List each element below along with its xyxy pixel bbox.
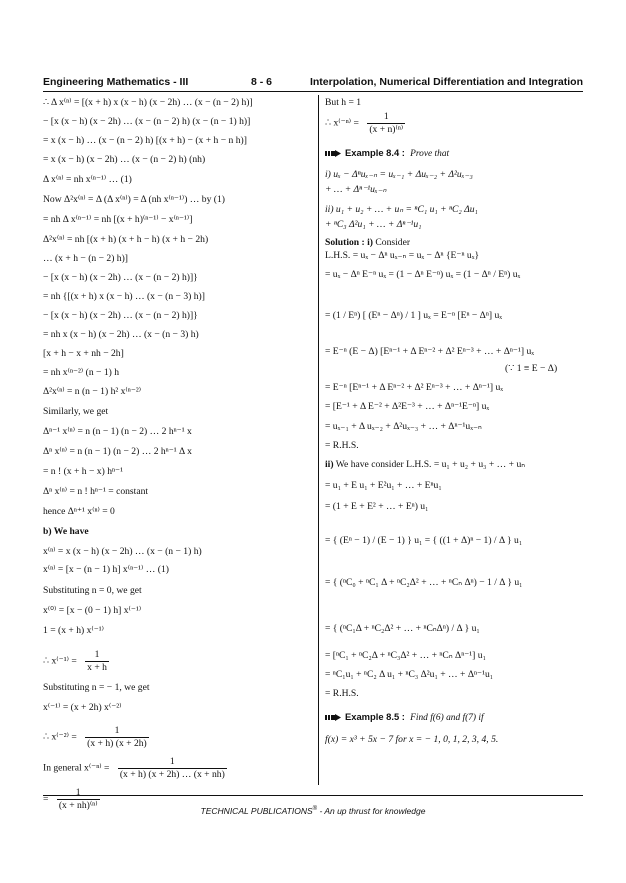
fraction: $\frac{1}{(x + h) (x + 2h)}$ — [87, 725, 147, 749]
example-heading: Example 8.5 : Find f(6) and f(7) if — [325, 711, 484, 724]
fraction: $\frac{1}{\text{(x + nh)⁽ⁿ⁾}}$ — [58, 787, 98, 811]
page-number: 8 - 6 — [251, 76, 273, 88]
derivation-line: = [ⁿC₁ + ⁿC₂Δ + ⁿC₃Δ² + … + ⁿCₙ Δⁿ⁻¹] u₁ — [325, 650, 486, 661]
solution-heading: Solution : i) Consider — [325, 237, 411, 248]
statement-line: ii) u₁ + u₂ + … + uₙ = ⁿC₁ u₁ + ⁿC₂ Δu₁ — [325, 204, 478, 215]
fraction: $\frac{1}{\text{(x + n)⁽ⁿ⁾}}$ — [369, 111, 404, 135]
registered-mark: ® — [312, 806, 318, 813]
derivation-line: Δ x⁽ⁿ⁾ = nh x⁽ⁿ⁻¹⁾ … (1) — [43, 174, 132, 185]
publisher-tagline: - An up thrust for knowledge — [317, 806, 426, 816]
derivation-line: = R.H.S. — [325, 688, 359, 699]
derivation-line: = { (ⁿC₁Δ + ⁿC₂Δ² + … + ⁿCₙΔⁿ) / Δ } u₁ — [325, 623, 480, 634]
arrow-icon — [325, 714, 341, 721]
statement-line: f(x) = x³ + 5x − 7 for x = − 1, 0, 1, 2, 3, 4, 5. — [325, 734, 499, 745]
derivation-line: = uₓ₋₁ + Δ uₓ₋₂ + Δ²uₓ₋₃ + … + Δⁿ⁻¹uₓ₋ₙ — [325, 421, 482, 432]
header-rule — [43, 91, 583, 92]
derivation-line: = ⁿC₁u₁ + ⁿC₂ Δ u₁ + ⁿC₃ Δ²u₁ + … + Δⁿ⁻¹u₁ — [325, 669, 494, 680]
derivation-line: = nh x (x − h) (x − 2h) … (x − (n − 3) h) — [43, 329, 199, 340]
chapter-title: Interpolation, Numerical Differentiation and Integration — [309, 76, 583, 88]
derivation-line: Δⁿ x⁽ⁿ⁾ = n (n − 1) (n − 2) … 2 hⁿ⁻¹ Δ x — [43, 446, 192, 457]
derivation-line: = E⁻ⁿ (E − Δ) [Eⁿ⁻¹ + Δ Eⁿ⁻² + Δ² Eⁿ⁻³ + … + Δⁿ⁻¹] uₓ — [325, 346, 535, 357]
derivation-line: ∴ x⁽⁻¹⁾ = $\frac{1}{x + h}$ — [43, 649, 107, 673]
part-b-heading: b) We have — [43, 526, 89, 537]
footer-rule — [43, 795, 583, 796]
derivation-line: = [E⁻¹ + Δ E⁻² + Δ²E⁻³ + … + Δⁿ⁻¹E⁻ⁿ] uₓ — [325, 401, 490, 412]
derivation-line: [x + h − x + nh − 2h] — [43, 348, 124, 359]
statement-line: + … + Δⁿ⁻¹uₓ₋ₙ — [325, 184, 387, 195]
derivation-line: − [x (x − h) (x − 2h) … (x − (n − 2) h) (x − (n − 1) h)] — [43, 116, 251, 127]
derivation-line: Substituting n = 0, we get — [43, 585, 142, 596]
derivation-line: x⁽⁰⁾ = [x − (0 − 1) h] x⁽⁻¹⁾ — [43, 605, 142, 616]
derivation-line: = u₁ + E u₁ + E²u₁ + … + Eⁿu₁ — [325, 480, 442, 491]
derivation-line: x⁽ⁿ⁾ = [x − (n − 1) h] x⁽ⁿ⁻¹⁾ … (1) — [43, 564, 169, 575]
derivation-line: = nh x⁽ⁿ⁻²⁾ (n − 1) h — [43, 367, 120, 378]
derivation-line: = { (ⁿC₀ + ⁿC₁ Δ + ⁿC₂Δ² + … + ⁿCₙ Δⁿ) − 1 / Δ } u₁ — [325, 577, 523, 588]
derivation-line: = { (Eⁿ − 1) / (E − 1) } u₁ = { ((1 + Δ)ⁿ − 1) / Δ } u₁ — [325, 535, 523, 546]
derivation-line: = E⁻ⁿ [Eⁿ⁻¹ + Δ Eⁿ⁻² + Δ² Eⁿ⁻³ + … + Δⁿ⁻¹] uₓ — [325, 382, 504, 393]
derivation-note: (∵ 1 ≡ E − Δ) — [505, 363, 558, 374]
derivation-line: = (1 / Eⁿ) [ (Eⁿ − Δⁿ) / 1 ] uₓ = E⁻ⁿ [Eⁿ − Δⁿ] uₓ — [325, 310, 503, 321]
derivation-line: = n ! (x + h − x) hⁿ⁻¹ — [43, 466, 123, 477]
derivation-line: Substituting n = − 1, we get — [43, 682, 150, 693]
page-footer — [0, 806, 626, 816]
derivation-line: x⁽⁻¹⁾ = (x + 2h) x⁽⁻²⁾ — [43, 702, 122, 713]
derivation-line: L.H.S. = uₓ − Δⁿ uₓ₋ₙ = uₓ − Δⁿ {E⁻ⁿ uₓ} — [325, 250, 480, 261]
derivation-line: Δ²x⁽ⁿ⁾ = n (n − 1) h² x⁽ⁿ⁻²⁾ — [43, 386, 142, 397]
derivation-line: = (1 + E + E² + … + Eⁿ) u₁ — [325, 501, 429, 512]
derivation-line: = x (x − h) (x − 2h) … (x − (n − 2) h) (nh) — [43, 154, 206, 165]
derivation-line: But h = 1 — [325, 97, 362, 108]
derivation-line: = R.H.S. — [325, 440, 359, 451]
derivation-line: = nh Δ x⁽ⁿ⁻¹⁾ = nh [(x + h)⁽ⁿ⁻¹⁾ − x⁽ⁿ⁻¹⁾] — [43, 214, 193, 225]
derivation-line: ∴ x⁽⁻ⁿ⁾ = $\frac{1}{\text{(x + n)⁽ⁿ⁾}}$ — [325, 111, 404, 135]
derivation-line: hence Δⁿ⁺¹ x⁽ⁿ⁾ = 0 — [43, 506, 115, 517]
derivation-line: = $\frac{1}{\text{(x + nh)⁽ⁿ⁾}}$ — [43, 787, 98, 811]
column-divider — [318, 95, 319, 785]
derivation-line: Similarly, we get — [43, 406, 109, 417]
derivation-line: Now Δ²x⁽ⁿ⁾ = Δ (Δ x⁽ⁿ⁾) = Δ (nh x⁽ⁿ⁻¹⁾) … by (1) — [43, 194, 225, 205]
example-heading: Example 8.4 : Prove that — [325, 147, 449, 160]
statement-line: i) uₓ − Δⁿuₓ₋ₙ = uₓ₋₁ + Δuₓ₋₂ + Δ²uₓ₋₃ — [325, 169, 473, 180]
derivation-line: In general x⁽⁻ⁿ⁾ = $\frac{1}{(x + h) (x + 2h) \dots (x + nh)}$ — [43, 756, 225, 780]
derivation-line: … (x + h − (n − 2) h)] — [43, 253, 128, 264]
publisher-name: TECHNICAL PUBLICATIONS — [200, 806, 313, 816]
page-header — [43, 76, 583, 90]
statement-line: + ⁿC₃ Δ²u₁ + … + Δⁿ⁻¹u₁ — [325, 219, 422, 230]
fraction: $\frac{1}{(x + h) (x + 2h) \dots (x + nh)}$ — [119, 756, 225, 780]
book-title: Engineering Mathematics - III — [43, 76, 189, 88]
derivation-line: Δⁿ x⁽ⁿ⁾ = n ! hⁿ⁻¹ = constant — [43, 486, 149, 497]
derivation-line: = uₓ − Δⁿ E⁻ⁿ uₓ = (1 − Δⁿ E⁻ⁿ) uₓ = (1 − Δⁿ / Eⁿ) uₓ — [325, 269, 521, 280]
derivation-line: ∴ Δ x⁽ⁿ⁾ = [(x + h) x (x − h) (x − 2h) … (x − (n − 2) h)] — [43, 97, 253, 108]
derivation-line: 1 = (x + h) x⁽⁻¹⁾ — [43, 625, 105, 636]
arrow-icon — [325, 150, 341, 157]
derivation-line: ∴ x⁽⁻²⁾ = $\frac{1}{(x + h) (x + 2h)}$ — [43, 725, 147, 749]
derivation-line: = x (x − h) … (x − (n − 2) h) [(x + h) − (x + h − n h)] — [43, 135, 247, 146]
derivation-line: − [x (x − h) (x − 2h) … (x − (n − 2) h)]} — [43, 272, 198, 283]
derivation-line: = nh {[(x + h) x (x − h) … (x − (n − 3) h)] — [43, 291, 205, 302]
derivation-line: Δ²x⁽ⁿ⁾ = nh [(x + h) (x + h − h) (x + h − 2h) — [43, 234, 209, 245]
fraction: $\frac{1}{x + h}$ — [87, 649, 107, 673]
derivation-line: x⁽ⁿ⁾ = x (x − h) (x − 2h) … (x − (n − 1) h) — [43, 546, 202, 557]
derivation-line: − [x (x − h) (x − 2h) … (x − (n − 2) h)]} — [43, 310, 198, 321]
derivation-line: Δⁿ⁻¹ x⁽ⁿ⁾ = n (n − 1) (n − 2) … 2 hⁿ⁻¹ x — [43, 426, 192, 437]
derivation-line: ii) We have consider L.H.S. = u₁ + u₂ + u₃ + … + uₙ — [325, 459, 526, 470]
